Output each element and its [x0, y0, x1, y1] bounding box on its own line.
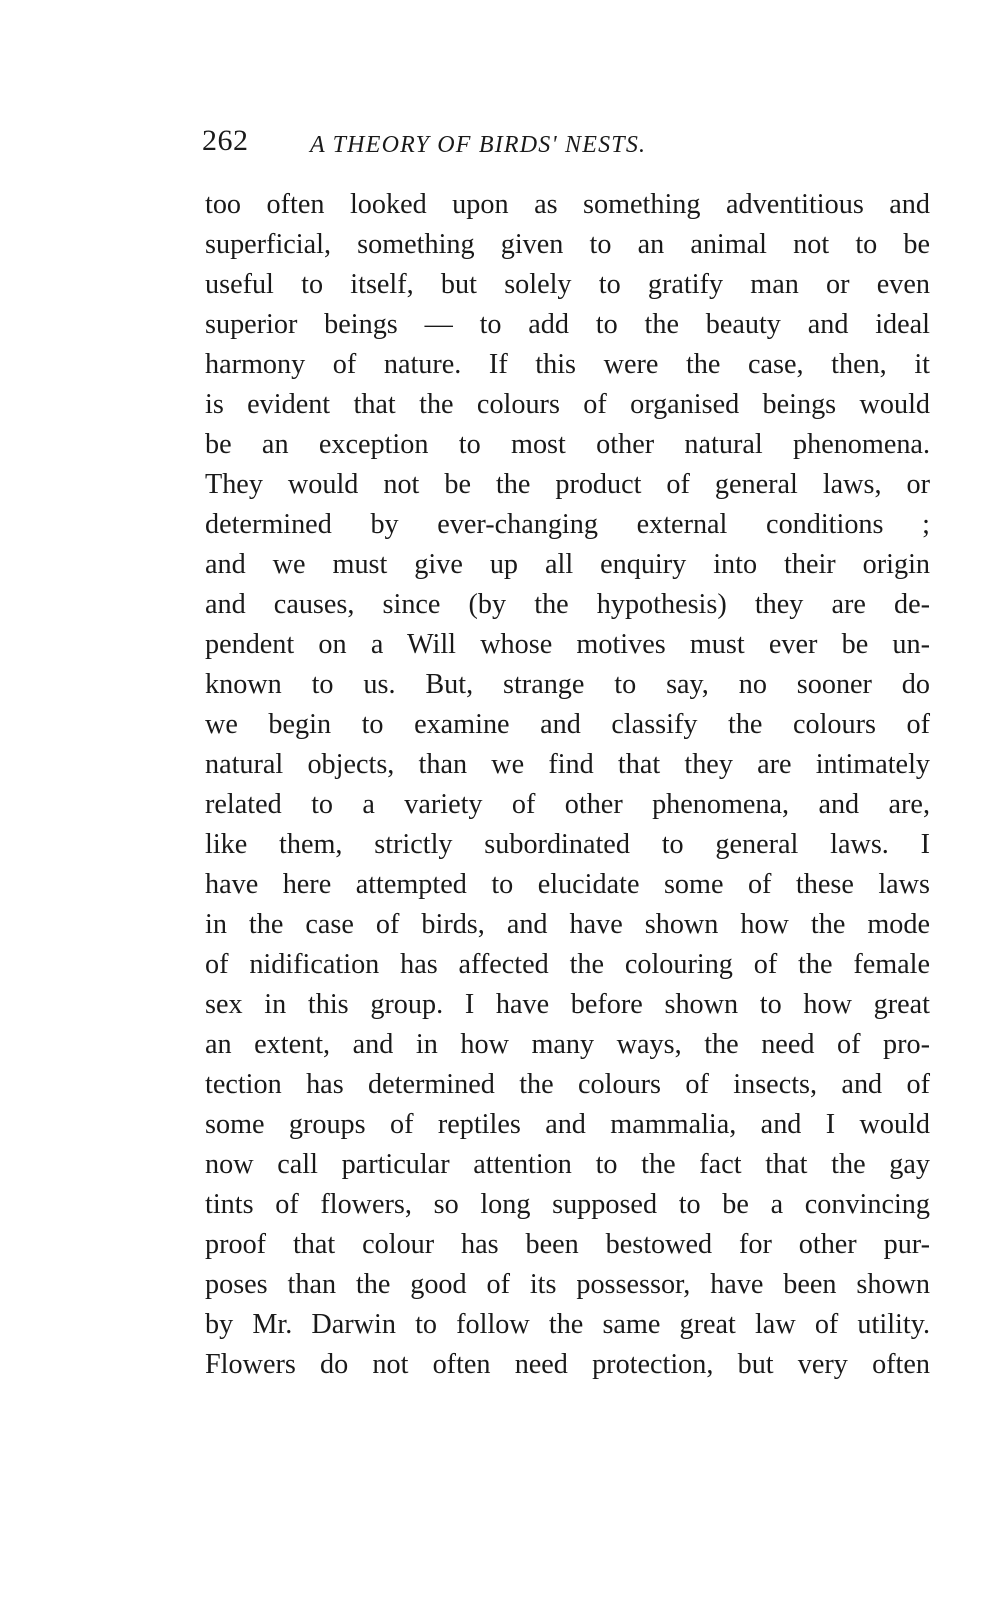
- text-line: be an exception to most other natural phenomena.: [205, 429, 930, 460]
- text-line: poses than the good of its possessor, have been shown: [205, 1269, 930, 1300]
- running-head: [200, 124, 935, 164]
- text-line: and we must give up all enquiry into their origin: [205, 549, 930, 580]
- text-line: superior beings — to add to the beauty and ideal: [205, 309, 930, 340]
- text-line: too often looked upon as something adventitious and: [205, 189, 930, 220]
- text-line: useful to itself, but solely to gratify man or even: [205, 269, 930, 300]
- text-line: is evident that the colours of organised beings would: [205, 389, 930, 420]
- text-line: of nidification has affected the colouring of the female: [205, 949, 930, 980]
- text-line: natural objects, than we find that they are intimately: [205, 749, 930, 780]
- body-text: [205, 185, 930, 1385]
- running-title: A THEORY OF BIRDS' NESTS.: [310, 132, 647, 158]
- text-line: now call particular attention to the fact that the gay: [205, 1149, 930, 1180]
- text-line: and causes, since (by the hypothesis) they are de-: [205, 589, 930, 620]
- text-line: in the case of birds, and have shown how the mode: [205, 909, 930, 940]
- text-line: an extent, and in how many ways, the need of pro-: [205, 1029, 930, 1060]
- text-line: determined by ever-changing external conditions ;: [205, 509, 930, 540]
- text-line: proof that colour has been bestowed for other pur-: [205, 1229, 930, 1260]
- text-line: we begin to examine and classify the colours of: [205, 709, 930, 740]
- text-line: pendent on a Will whose motives must ever be un-: [205, 629, 930, 660]
- text-line: like them, strictly subordinated to general laws. I: [205, 829, 930, 860]
- text-line: tection has determined the colours of insects, and of: [205, 1069, 930, 1100]
- text-line: have here attempted to elucidate some of these laws: [205, 869, 930, 900]
- text-line: known to us. But, strange to say, no sooner do: [205, 669, 930, 700]
- text-line: sex in this group. I have before shown to how great: [205, 989, 930, 1020]
- text-line: related to a variety of other phenomena, and are,: [205, 789, 930, 820]
- text-line: Flowers do not often need protection, but very often: [205, 1349, 930, 1380]
- text-line: harmony of nature. If this were the case, then, it: [205, 349, 930, 380]
- text-line: by Mr. Darwin to follow the same great law of utility.: [205, 1309, 930, 1340]
- text-line: tints of flowers, so long supposed to be a convincing: [205, 1189, 930, 1220]
- page-number: 262: [202, 124, 249, 157]
- text-line: superficial, something given to an animal not to be: [205, 229, 930, 260]
- text-line: They would not be the product of general laws, or: [205, 469, 930, 500]
- text-line: some groups of reptiles and mammalia, and I would: [205, 1109, 930, 1140]
